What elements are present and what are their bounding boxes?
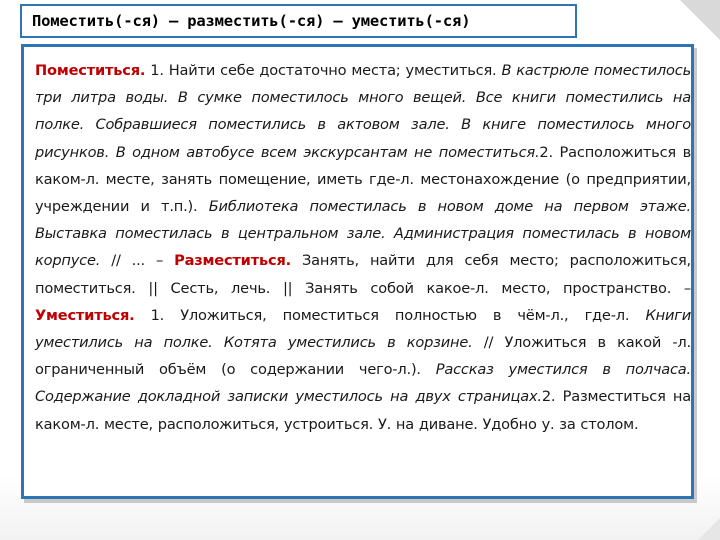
entry1-examples1: В кастрюле поместилось три литра воды. В сумке поместилось много вещей. Все книги поместились на полке. Собравшиеся поместились в актовом зале. В книге поместилось много рисунков. В одном автобусе всем экскурсантам не поместиться.	[35, 62, 691, 161]
entry2-definition: Занять, найти для себя место; расположиться, поместиться. || Сесть, лечь. || Занять собой какое-л. место, пространство. –	[35, 252, 691, 297]
entry3-examples1: Книги уместились на полке. Котята уместились в корзине.	[35, 306, 691, 352]
headword-umestitsya: Уместиться.	[35, 306, 135, 324]
entry3-examples2: Рассказ уместился в полчаса. Содержание докладной записки уместилось на двух страницах.	[35, 361, 691, 406]
entry3-sense1b: // Уложиться в какой -л. ограниченный объём (о содержании чего-л.).	[35, 334, 691, 379]
entry1-examples2: Библиотека поместилась в новом доме на первом этаже. Выставка поместилась в центральном зале. Администрация поместилась в новом корпусе.	[35, 198, 691, 270]
headword-pomestitsya: Поместиться.	[35, 62, 146, 79]
dictionary-text	[35, 57, 691, 438]
headword-razmestitsya: Разместиться.	[174, 252, 291, 270]
entry3-sense1: 1. Уложиться, поместиться полностью в чём-л., где-л.	[134, 306, 646, 324]
entry1-tail: // ... –	[100, 252, 175, 270]
slide-title: Поместить(-ся) – разместить(-ся) – уместить(-ся)	[32, 12, 471, 30]
title-box	[20, 4, 577, 38]
content-box	[21, 44, 694, 499]
entry1-sense2: 2. Расположиться в каком-л. месте, занять помещение, иметь где-л. местонахождение (о предприятии, учреждении и т.п.).	[35, 143, 691, 216]
corner-decoration-top	[680, 0, 720, 40]
corner-decoration-bottom	[698, 518, 720, 540]
entry1-sense1: 1. Найти себе достаточно места; уместиться.	[145, 62, 502, 79]
entry3-sense2: 2. Разместиться на каком-л. месте, расположиться, устроиться. У. на диване. Удобно у. за столом.	[35, 388, 691, 433]
